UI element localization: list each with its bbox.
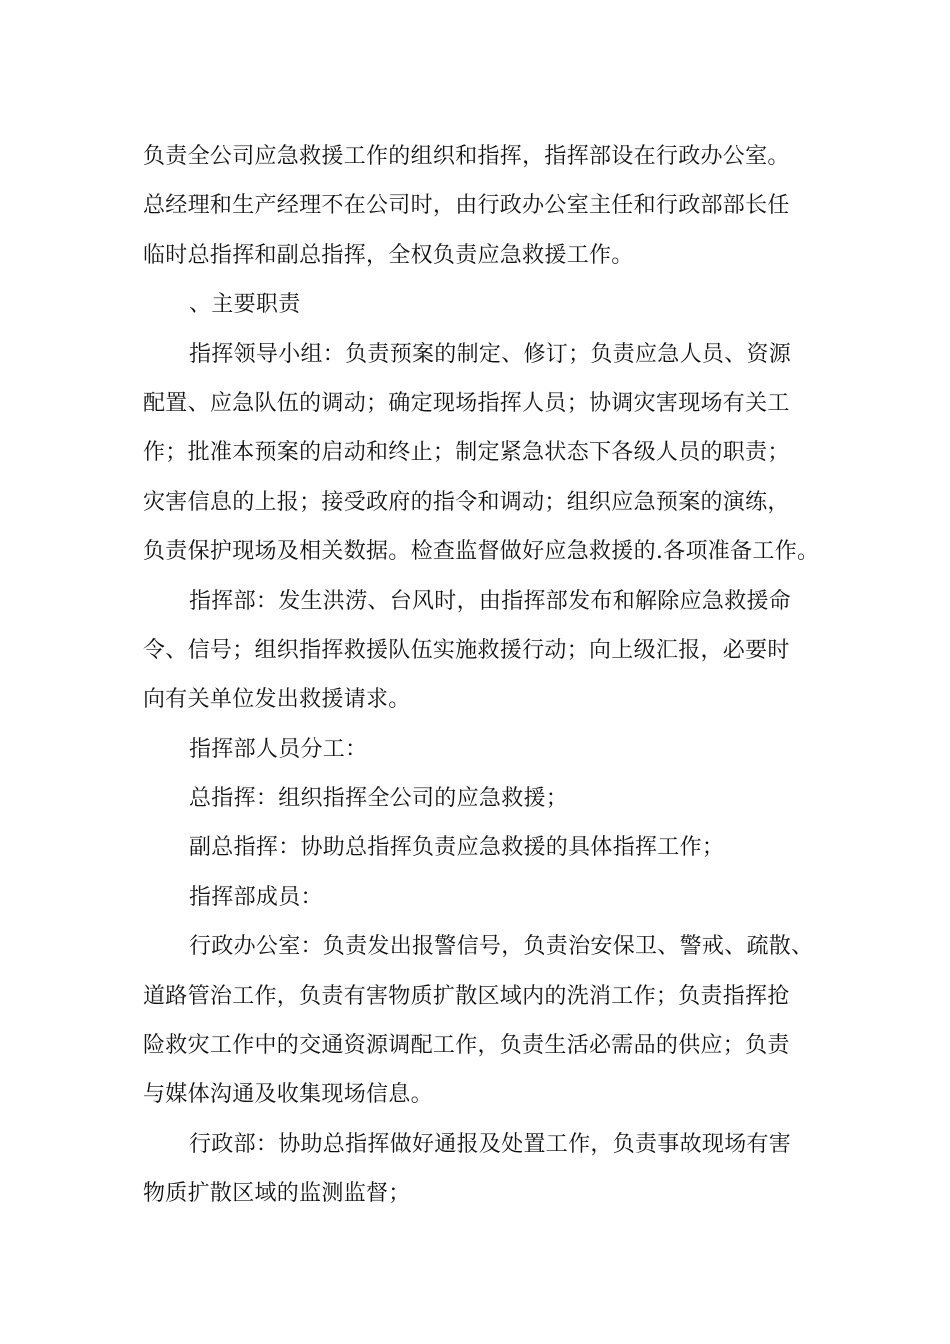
text-line: 险救灾工作中的交通资源调配工作，负责生活必需品的供应；负责 <box>143 1033 790 1059</box>
text-line: 物质扩散区域的监测监督； <box>143 1181 411 1207</box>
text-line: 总指挥：组织指挥全公司的应急救援； <box>189 786 569 812</box>
text-line: 道路管治工作，负责有害物质扩散区域内的洗消工作；负责指挥抢 <box>143 983 790 1009</box>
text-line: 与媒体沟通及收集现场信息。 <box>143 1082 433 1108</box>
section-heading: 、主要职责 <box>189 292 301 318</box>
text-line: 配置、应急队伍的调动；确定现场指挥人员；协调灾害现场有关工 <box>143 390 790 416</box>
text-line: 令、信号；组织指挥救援队伍实施救援行动；向上级汇报，必要时 <box>143 637 790 663</box>
text-line: 行政部：协助总指挥做好通报及处置工作，负责事故现场有害 <box>189 1131 792 1157</box>
text-line: 指挥部人员分工： <box>189 736 368 762</box>
text-line: 指挥部成员： <box>189 884 323 910</box>
text-line: 负责全公司应急救援工作的组织和指挥，指挥部设在行政办公室。 <box>143 144 790 169</box>
text-line: 作；批准本预案的启动和终止；制定紧急状态下各级人员的职责； <box>143 440 790 466</box>
text-line: 行政办公室：负责发出报警信号，负责治安保卫、警戒、疏散、 <box>189 934 814 960</box>
text-line: 临时总指挥和副总指挥，全权负责应急救援工作。 <box>143 242 634 268</box>
text-line: 负责保护现场及相关数据。检查监督做好应急救援的.各项准备工作。 <box>143 539 820 565</box>
text-line: 灾害信息的上报；接受政府的指令和调动；组织应急预案的演练， <box>143 489 790 515</box>
text-line: 总经理和生产经理不在公司时，由行政办公室主任和行政部部长任 <box>143 193 790 219</box>
text-line: 副总指挥：协助总指挥负责应急救援的具体指挥工作； <box>189 835 725 861</box>
document-page <box>143 132 833 1219</box>
text-line: 指挥领导小组：负责预案的制定、修订；负责应急人员、资源 <box>189 341 792 367</box>
text-line: 向有关单位发出救援请求。 <box>143 687 411 713</box>
text-line: 指挥部：发生洪涝、台风时，由指挥部发布和解除应急救援命 <box>189 588 792 614</box>
